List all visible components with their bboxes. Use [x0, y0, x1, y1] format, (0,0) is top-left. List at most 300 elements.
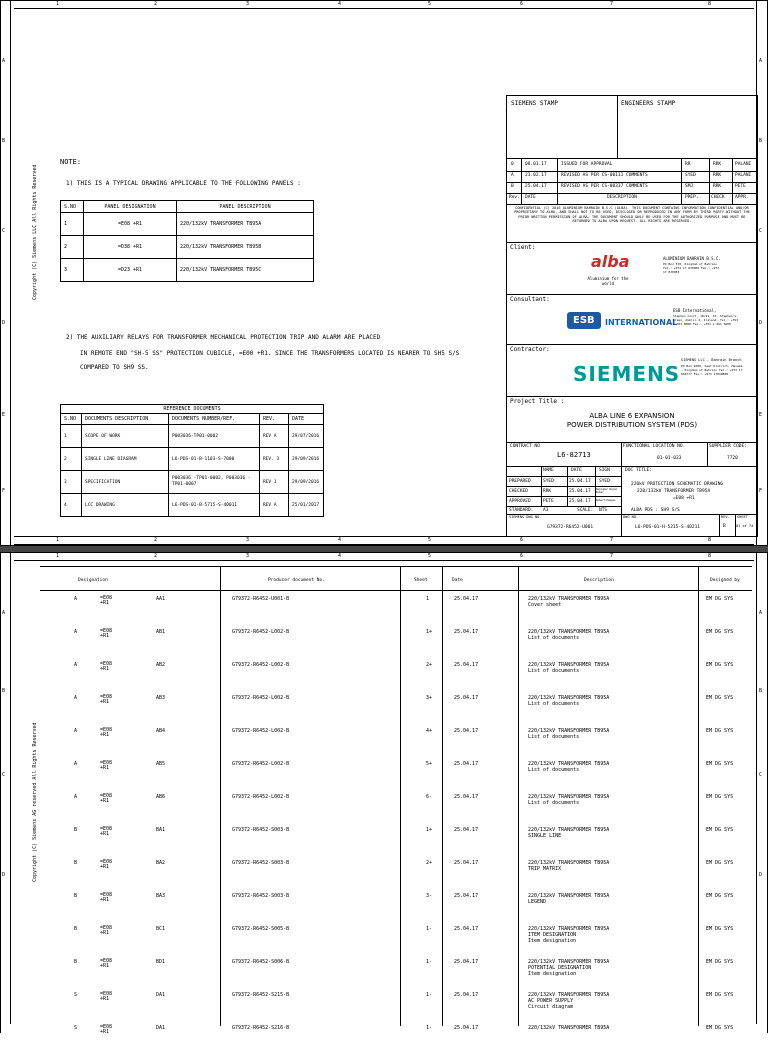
table-cell: REV A — [260, 425, 289, 448]
row-subtitle: List of documents — [528, 734, 580, 740]
row-designation: =E08 +R1 — [100, 1024, 113, 1035]
ruler-letter: C — [759, 772, 763, 778]
ruler-number: 5 — [428, 553, 432, 559]
column-header-document-no: Producer document No. — [268, 578, 325, 583]
row-date: 25.04.17 — [454, 728, 479, 734]
row-designed-by: EM DG SYS — [706, 926, 734, 932]
document-list-sheet — [0, 552, 768, 1035]
row-description: 220/132kV TRANSFORMER TB95A — [528, 794, 610, 800]
row-subtitle: List of documents — [528, 701, 580, 707]
ruler-letter: A — [2, 610, 6, 616]
row-code: AB2 — [156, 662, 166, 668]
ruler-number: 8 — [708, 553, 712, 559]
row-document-no: G79372-R6452-L002-B — [232, 629, 290, 635]
sign-role: CHECKED — [509, 489, 528, 494]
sign-name: SYED — [543, 479, 554, 484]
sheet-value: 01 of 74 — [736, 524, 754, 528]
rev-header: APPR. — [735, 195, 749, 200]
rev-header: CHECK — [711, 195, 725, 200]
row-category: B — [74, 893, 78, 899]
table-cell: 3 — [61, 259, 84, 282]
client-label: Client: — [510, 244, 536, 251]
sign-signature: Rajkumar Rajan Kumar — [596, 488, 618, 494]
project-title-label: Project Title : — [510, 398, 565, 405]
alba-logo: alba — [591, 252, 630, 271]
row-sheet: 6- — [426, 794, 433, 800]
row-category: A — [74, 629, 78, 635]
row-document-no: G79372-R6452-U001-B — [232, 596, 290, 602]
table-header: PANEL DESCRIPTION — [177, 201, 314, 213]
row-designation: =E08 +R1 — [100, 958, 113, 969]
note-item-1: 1) THIS IS A TYPICAL DRAWING APPLICABLE TO THE FOLLOWING PANELS : — [66, 180, 301, 187]
rev-cell: REVISED AS PER CS-00111 COMMENTS — [561, 173, 648, 178]
ruler-letter: F — [2, 488, 6, 494]
scale-value: NTS — [599, 508, 608, 513]
row-subtitle: SINGLE LINE — [528, 833, 562, 839]
table-header: DOCUMENTS DESCRIPTION — [82, 414, 169, 425]
table-row — [40, 988, 752, 1022]
table-header: DATE — [289, 414, 324, 425]
row-document-no: G79372-R6452-S003-B — [232, 893, 290, 899]
sign-header: NAME — [543, 468, 554, 473]
row-subtitle: AC POWER SUPPLY — [528, 998, 574, 1004]
row-designation: =E08 +R1 — [100, 892, 113, 903]
table-cell: REV 1 — [260, 471, 289, 494]
sign-signature: Robert Peepas — [596, 499, 616, 502]
ruler-number: 1 — [56, 1, 60, 7]
note-item-2-line-2: IN REMOTE END "SH-5 SS" PROTECTION CUBICLE, =E00 +R1. SINCE THE TRANSFORMERS LOCATED IS NEARER TO SH5 S/S — [80, 350, 460, 357]
table-cell: P003036 -TP01-0002, P003036 -TP01-0007 — [169, 471, 260, 494]
rev-header: PREP. — [685, 195, 699, 200]
row-designation: =E08 +R1 — [100, 727, 113, 738]
table-cell: 220/132kV TRANSFORMER TB95C — [177, 259, 314, 282]
row-designed-by: EM DG SYS — [706, 827, 734, 833]
rev-cell: RRK — [713, 173, 722, 178]
supplier-code: 7720 — [727, 456, 738, 461]
siemens-dwg-label: SIEMENS DWG NO. — [509, 515, 542, 519]
panel-table — [60, 200, 314, 282]
row-sheet: 4+ — [426, 728, 433, 734]
row-designation: =E08 +R1 — [100, 925, 113, 936]
row-date: 25.04.17 — [454, 860, 479, 866]
row-category: A — [74, 596, 78, 602]
row-description: 220/132kV TRANSFORMER TB95A — [528, 662, 610, 668]
consultant-name: ESB International, — [673, 308, 717, 313]
rev-header: Rev. — [509, 195, 520, 200]
client-name: ALUMINIUM BAHRAIN B.S.C. — [663, 256, 721, 261]
sign-date: 25.04.17 — [569, 479, 591, 484]
row-code: AB6 — [156, 794, 166, 800]
row-document-no: G79372-R6452-S216-B — [232, 1025, 290, 1031]
row-designation: =E08 +R1 — [100, 760, 113, 771]
left-ruler — [0, 0, 11, 546]
row-designation: =E08 +R1 — [100, 826, 113, 837]
consultant-address: Stephen Court, 18/21, St. Stephen's Green, Dublin 2, Ireland. Tel.: +353 1 703 8000 Fax.: +353 1 661 6600 — [673, 314, 739, 326]
row-description: 220/132kV TRANSFORMER TB95A — [528, 926, 610, 932]
row-description: 220/132kV TRANSFORMER TB95A — [528, 959, 610, 965]
row-description: 220/132kV TRANSFORMER TB95A — [528, 860, 610, 866]
row-code: DA1 — [156, 1025, 166, 1031]
row-designed-by: EM DG SYS — [706, 959, 734, 965]
ruler-letter: B — [759, 688, 763, 694]
doc-title-line-1: 220kV PROTECTION SCHEMATIC DRAWING — [631, 482, 724, 487]
sign-header: SIGN — [599, 468, 610, 473]
table-row — [40, 790, 752, 824]
table-cell: 2 — [61, 448, 82, 471]
row-description: 220/132kV TRANSFORMER TB95A — [528, 761, 610, 767]
standard-label: STANDARD: — [509, 508, 534, 513]
contractor-address: PO Box 2600, Seef District, Manama - Kingdom of Bahrain Tel.: +973 17 830777 Fax.: +973 17830888 — [681, 364, 743, 376]
row-date: 25.04.17 — [454, 827, 479, 833]
row-description: 220/132kV TRANSFORMER TB95A — [528, 629, 610, 635]
row-sheet: 1 — [426, 596, 430, 602]
row-designation: =E08 +R1 — [100, 661, 113, 672]
contractor-label: Contractor: — [510, 346, 550, 353]
table-cell: P003036-TP01-0002 — [169, 425, 260, 448]
engineers-stamp-label: ENGINEERS STAMP — [621, 100, 676, 107]
esb-logo: ESB — [567, 312, 601, 329]
column-header-description: Description — [584, 578, 614, 583]
table-header: S.NO — [61, 201, 84, 213]
siemens-dwg-no: G79372-R6452-U001 — [547, 525, 594, 530]
table-cell: 29/09/2016 — [289, 471, 324, 494]
row-sheet: 1- — [426, 926, 433, 932]
rev-cell: B — [511, 184, 514, 189]
row-date: 25.04.17 — [454, 893, 479, 899]
sign-header: DATE — [571, 468, 582, 473]
rev-cell: PALANI — [735, 162, 752, 167]
row-document-no: G79372-R6452-L002-B — [232, 728, 290, 734]
table-cell: 29/07/2016 — [289, 425, 324, 448]
ruler-letter: A — [759, 610, 763, 616]
table-row — [61, 425, 324, 448]
table-row — [40, 955, 752, 989]
ruler-letter: B — [2, 688, 6, 694]
row-code: BD1 — [156, 959, 166, 965]
rev-cell: RRK — [713, 162, 722, 167]
row-subtitle: Cover sheet — [528, 602, 562, 608]
row-date: 25.04.17 — [454, 926, 479, 932]
table-row — [40, 691, 752, 725]
sign-name: PETE — [543, 499, 554, 504]
ruler-letter: C — [759, 228, 763, 234]
row-subtitle: LEGEND — [528, 899, 547, 905]
column-header-designation: Designation — [78, 578, 108, 583]
row-date: 25.04.17 — [454, 1025, 479, 1031]
table-cell: =E08 +R1 — [84, 213, 177, 236]
ruler-letter: C — [2, 228, 6, 234]
table-cell: SINGLE LINE DIAGRAM — [82, 448, 169, 471]
table-cell: 220/132kV TRANSFORMER TB95A — [177, 213, 314, 236]
table-row — [40, 592, 752, 626]
column-header-date: Date — [452, 578, 463, 583]
row-date: 25.04.17 — [454, 959, 479, 965]
ruler-number: 7 — [610, 553, 614, 559]
row-subtitle: List of documents — [528, 800, 580, 806]
sign-date: 25.04.17 — [569, 499, 591, 504]
row-category: A — [74, 794, 78, 800]
row-designation: =E08 +R1 — [100, 595, 113, 606]
row-description: 220/132kV TRANSFORMER TB95A — [528, 728, 610, 734]
row-designed-by: EM DG SYS — [706, 1025, 734, 1031]
ruler-number: 7 — [610, 1, 614, 7]
row-date: 25.04.17 — [454, 761, 479, 767]
row-designation: =E08 +R1 — [100, 793, 113, 804]
row-category: S — [74, 1025, 78, 1031]
row-subtitle: List of documents — [528, 668, 580, 674]
table-cell: REV A — [260, 494, 289, 517]
row-subtitle: List of documents — [528, 767, 580, 773]
siemens-logo: SIEMENS — [573, 362, 681, 386]
confidential-notice: CONFIDENTIAL (C) 2016 ALUMINIUM BAHRAIN B.S.C (ALBA). THIS DOCUMENT CONTAINS INFORMATION CONFIDENTIAL AND/OR PROPRIETARY TO ALBA, AND SHALL NOT TO BE USED, DISCLOSED OR REPRODUCED IN ANY FORM BY THIRD PARTY WITHOUT THE PRIOR WRITTEN PERMISSION OF ALBA. THE DOCUMENT SHOULD ONLY BE USED FOR THE AUTHORIZED PURPOSE AND MUST BE RETURNED TO ALBA UPON REQUEST. ALL RIGHTS ARE RESERVED. — [514, 206, 750, 224]
copyright-text: Copyright (C) Siemens LLC All Rights Reserved — [32, 164, 38, 300]
right-ruler — [756, 552, 767, 1024]
row-document-no: G79372-R6452-L002-B — [232, 761, 290, 767]
row-category: B — [74, 959, 78, 965]
consultant-label: Consultant: — [510, 296, 550, 303]
row-code: BC1 — [156, 926, 166, 932]
ruler-letter: A — [759, 58, 763, 64]
row-document-no: G79372-R6452-S005-B — [232, 926, 290, 932]
row-document-no: G79372-R6452-S006-B — [232, 959, 290, 965]
table-title: REFERENCE DOCUMENTS — [61, 405, 324, 414]
row-code: DA1 — [156, 992, 166, 998]
sheet-label: SHEET — [737, 515, 748, 519]
ruler-number: 6 — [520, 1, 524, 7]
ruler-number: 5 — [428, 537, 432, 543]
ruler-letter: B — [2, 138, 6, 144]
supplier-code-label: SUPPLIER CODE: — [709, 444, 747, 449]
row-document-no: G79372-R6452-S003-B — [232, 827, 290, 833]
scale-label: SCALE: — [577, 508, 594, 513]
rev-cell: ISSUED FOR APPROVAL — [561, 162, 613, 167]
rev-value: B — [723, 524, 726, 529]
sign-name: RRK — [543, 489, 552, 494]
dwg-no-label: DWG NO. — [623, 515, 639, 519]
rev-cell: SMJ — [685, 184, 694, 189]
row-date: 25.04.17 — [454, 596, 479, 602]
ruler-number: 2 — [154, 553, 158, 559]
bottom-ruler — [14, 536, 754, 545]
ruler-letter: D — [2, 872, 6, 878]
ruler-number: 2 — [154, 1, 158, 7]
project-title: ALBA LINE 6 EXPANSION — [589, 412, 675, 420]
rev-cell: 08.01.17 — [525, 162, 547, 167]
row-designed-by: EM DG SYS — [706, 728, 734, 734]
table-header: DOCUMENTS NUMBER/REF. — [169, 414, 260, 425]
row-date: 25.04.17 — [454, 629, 479, 635]
table-header: S.NO — [61, 414, 82, 425]
ruler-letter: A — [2, 58, 6, 64]
table-cell: 2 — [61, 236, 84, 259]
table-row — [61, 213, 314, 236]
row-detail: Circuit diagram — [528, 1004, 574, 1010]
rev-header: DATE — [525, 195, 536, 200]
row-category: A — [74, 728, 78, 734]
row-document-no: G79372-R6452-S003-B — [232, 860, 290, 866]
row-designed-by: EM DG SYS — [706, 761, 734, 767]
standard-value: A3 — [543, 508, 549, 513]
row-designation: =E08 +R1 — [100, 859, 113, 870]
rev-cell: RRK — [713, 184, 722, 189]
ruler-number: 2 — [154, 537, 158, 543]
table-row — [61, 448, 324, 471]
rev-cell: PALANI — [735, 173, 752, 178]
row-code: AB4 — [156, 728, 166, 734]
left-ruler — [0, 552, 11, 1024]
row-sheet: 1- — [426, 992, 433, 998]
contract-no: L6-82713 — [557, 451, 591, 459]
row-subtitle: POTENTIAL DESIGNATION — [528, 965, 592, 971]
title-block — [506, 95, 758, 537]
table-cell: 1 — [61, 425, 82, 448]
row-sheet: 3+ — [426, 695, 433, 701]
table-row — [40, 856, 752, 890]
row-description: 220/132kV TRANSFORMER TB95A — [528, 1025, 610, 1031]
row-category: A — [74, 662, 78, 668]
table-cell: L6-PDS-01-B-5715-S-40011 — [169, 494, 260, 517]
ruler-letter: D — [759, 872, 763, 878]
sign-role: APPROVED — [509, 499, 531, 504]
ruler-number: 1 — [56, 553, 60, 559]
table-row — [40, 823, 752, 857]
row-code: BA2 — [156, 860, 166, 866]
ruler-letter: B — [759, 138, 763, 144]
row-category: B — [74, 827, 78, 833]
row-designed-by: EM DG SYS — [706, 662, 734, 668]
row-date: 25.04.17 — [454, 794, 479, 800]
table-cell: 3 — [61, 471, 82, 494]
esb-logo-text: INTERNATIONAL — [605, 318, 678, 327]
ruler-number: 4 — [338, 537, 342, 543]
doc-title-line-2: 220/132kV TRANSFORMER TB95A — [637, 489, 711, 494]
table-header: REV. — [260, 414, 289, 425]
rev-cell: A — [511, 173, 514, 178]
row-date: 25.04.17 — [454, 662, 479, 668]
row-description: 220/132kV TRANSFORMER TB95A — [528, 992, 610, 998]
table-row — [61, 471, 324, 494]
row-designed-by: EM DG SYS — [706, 893, 734, 899]
row-code: AB5 — [156, 761, 166, 767]
reference-documents-table — [60, 404, 324, 517]
table-cell: LCC DRAWING — [82, 494, 169, 517]
copyright-text: Copyright (C) Siemens AG reserved All Rights Reserved — [32, 722, 38, 882]
table-row — [40, 724, 752, 758]
row-sheet: 3- — [426, 893, 433, 899]
contract-no-label: CONTRACT NO — [510, 444, 540, 449]
row-sheet: 1- — [426, 959, 433, 965]
functional-location-label: FUNCTIONAL LOCATION NO. — [623, 444, 686, 449]
table-row — [61, 494, 324, 517]
contractor-name: SIEMENS LLC - Bahrain Branch — [681, 358, 742, 362]
table-cell: 220/132kV TRANSFORMER TB95B — [177, 236, 314, 259]
rev-cell: 23.02.17 — [525, 173, 547, 178]
ruler-number: 8 — [708, 537, 712, 543]
ruler-number: 4 — [338, 1, 342, 7]
note-item-2: 2) THE AUXILIARY RELAYS FOR TRANSFORMER MECHANICAL PROTECTION TRIP AND ALARM ARE PLACED — [66, 334, 381, 341]
row-document-no: G79372-R6452-L002-B — [232, 794, 290, 800]
row-sheet: 2+ — [426, 860, 433, 866]
top-ruler — [14, 552, 754, 561]
table-cell: SPECIFICATION — [82, 471, 169, 494]
table-cell: L6-PDS-01-B-1103-S-7000 — [169, 448, 260, 471]
row-sheet: 1- — [426, 1025, 433, 1031]
row-category: B — [74, 860, 78, 866]
rev-label: REV. — [721, 515, 730, 519]
rev-cell: 0 — [511, 162, 514, 167]
doc-title-line-3: =E08 +R1 — [673, 496, 695, 501]
row-category: A — [74, 695, 78, 701]
row-designation: =E08 +R1 — [100, 694, 113, 705]
row-category: A — [74, 761, 78, 767]
table-cell: =D38 +R1 — [84, 236, 177, 259]
row-subtitle: TRIP MATRIX — [528, 866, 562, 872]
row-subtitle: ITEM DESIGNATION — [528, 932, 577, 938]
rev-cell: 25.04.17 — [525, 184, 547, 189]
project-subtitle: POWER DISTRIBUTION SYSTEM (PDS) — [566, 421, 698, 429]
row-document-no: G79372-R6452-S215-B — [232, 992, 290, 998]
ruler-letter: E — [759, 412, 763, 418]
row-designed-by: EM DG SYS — [706, 794, 734, 800]
row-designation: =E08 +R1 — [100, 991, 113, 1002]
row-description: 220/132kV TRANSFORMER TB95A — [528, 827, 610, 833]
row-designed-by: EM DG SYS — [706, 992, 734, 998]
row-code: BA3 — [156, 893, 166, 899]
ruler-letter: D — [2, 320, 6, 326]
row-date: 25.04.17 — [454, 992, 479, 998]
rev-cell: REVISED AS PER CS-00337 COMMENTS — [561, 184, 648, 189]
column-header-sheet: Sheet — [414, 578, 428, 583]
row-designed-by: EM DG SYS — [706, 695, 734, 701]
table-cell: 4 — [61, 494, 82, 517]
row-code: AB3 — [156, 695, 166, 701]
ruler-letter: E — [2, 412, 6, 418]
sign-date: 25.04.17 — [569, 489, 591, 494]
siemens-stamp-label: SIEMENS STAMP — [511, 100, 558, 107]
table-cell: =D23 +R1 — [84, 259, 177, 282]
ruler-letter: C — [2, 772, 6, 778]
row-designed-by: EM DG SYS — [706, 629, 734, 635]
row-code: AB1 — [156, 629, 166, 635]
row-document-no: G79372-R6452-L002-B — [232, 662, 290, 668]
row-code: BA1 — [156, 827, 166, 833]
alba-tagline: Aluminium for the world — [587, 276, 629, 286]
functional-location-no: 01-01-023 — [657, 456, 682, 461]
table-row — [40, 757, 752, 791]
ruler-letter: D — [759, 320, 763, 326]
table-cell: 1 — [61, 213, 84, 236]
row-code: AA1 — [156, 596, 166, 602]
row-description: 220/132kV TRANSFORMER TB95A — [528, 893, 610, 899]
doc-title-label: DOC TITLE: — [625, 468, 653, 473]
table-row — [61, 236, 314, 259]
row-designed-by: EM DG SYS — [706, 596, 734, 602]
row-designation: =E08 +R1 — [100, 628, 113, 639]
column-header-designed-by: Designed by — [710, 578, 740, 583]
table-cell: SCOPE OF WORK — [82, 425, 169, 448]
row-sheet: 2+ — [426, 662, 433, 668]
row-detail: Item designation — [528, 971, 577, 977]
table-header: PANEL DESIGNATION — [84, 201, 177, 213]
note-item-2-line-3: COMPARED TO SH9 SS. — [80, 364, 149, 371]
ruler-number: 4 — [338, 553, 342, 559]
ruler-letter: F — [759, 488, 763, 494]
ruler-number: 3 — [246, 1, 250, 7]
ruler-number: 5 — [428, 1, 432, 7]
table-row — [40, 889, 752, 923]
sign-signature: SYED — [599, 479, 610, 484]
row-subtitle: List of documents — [528, 635, 580, 641]
